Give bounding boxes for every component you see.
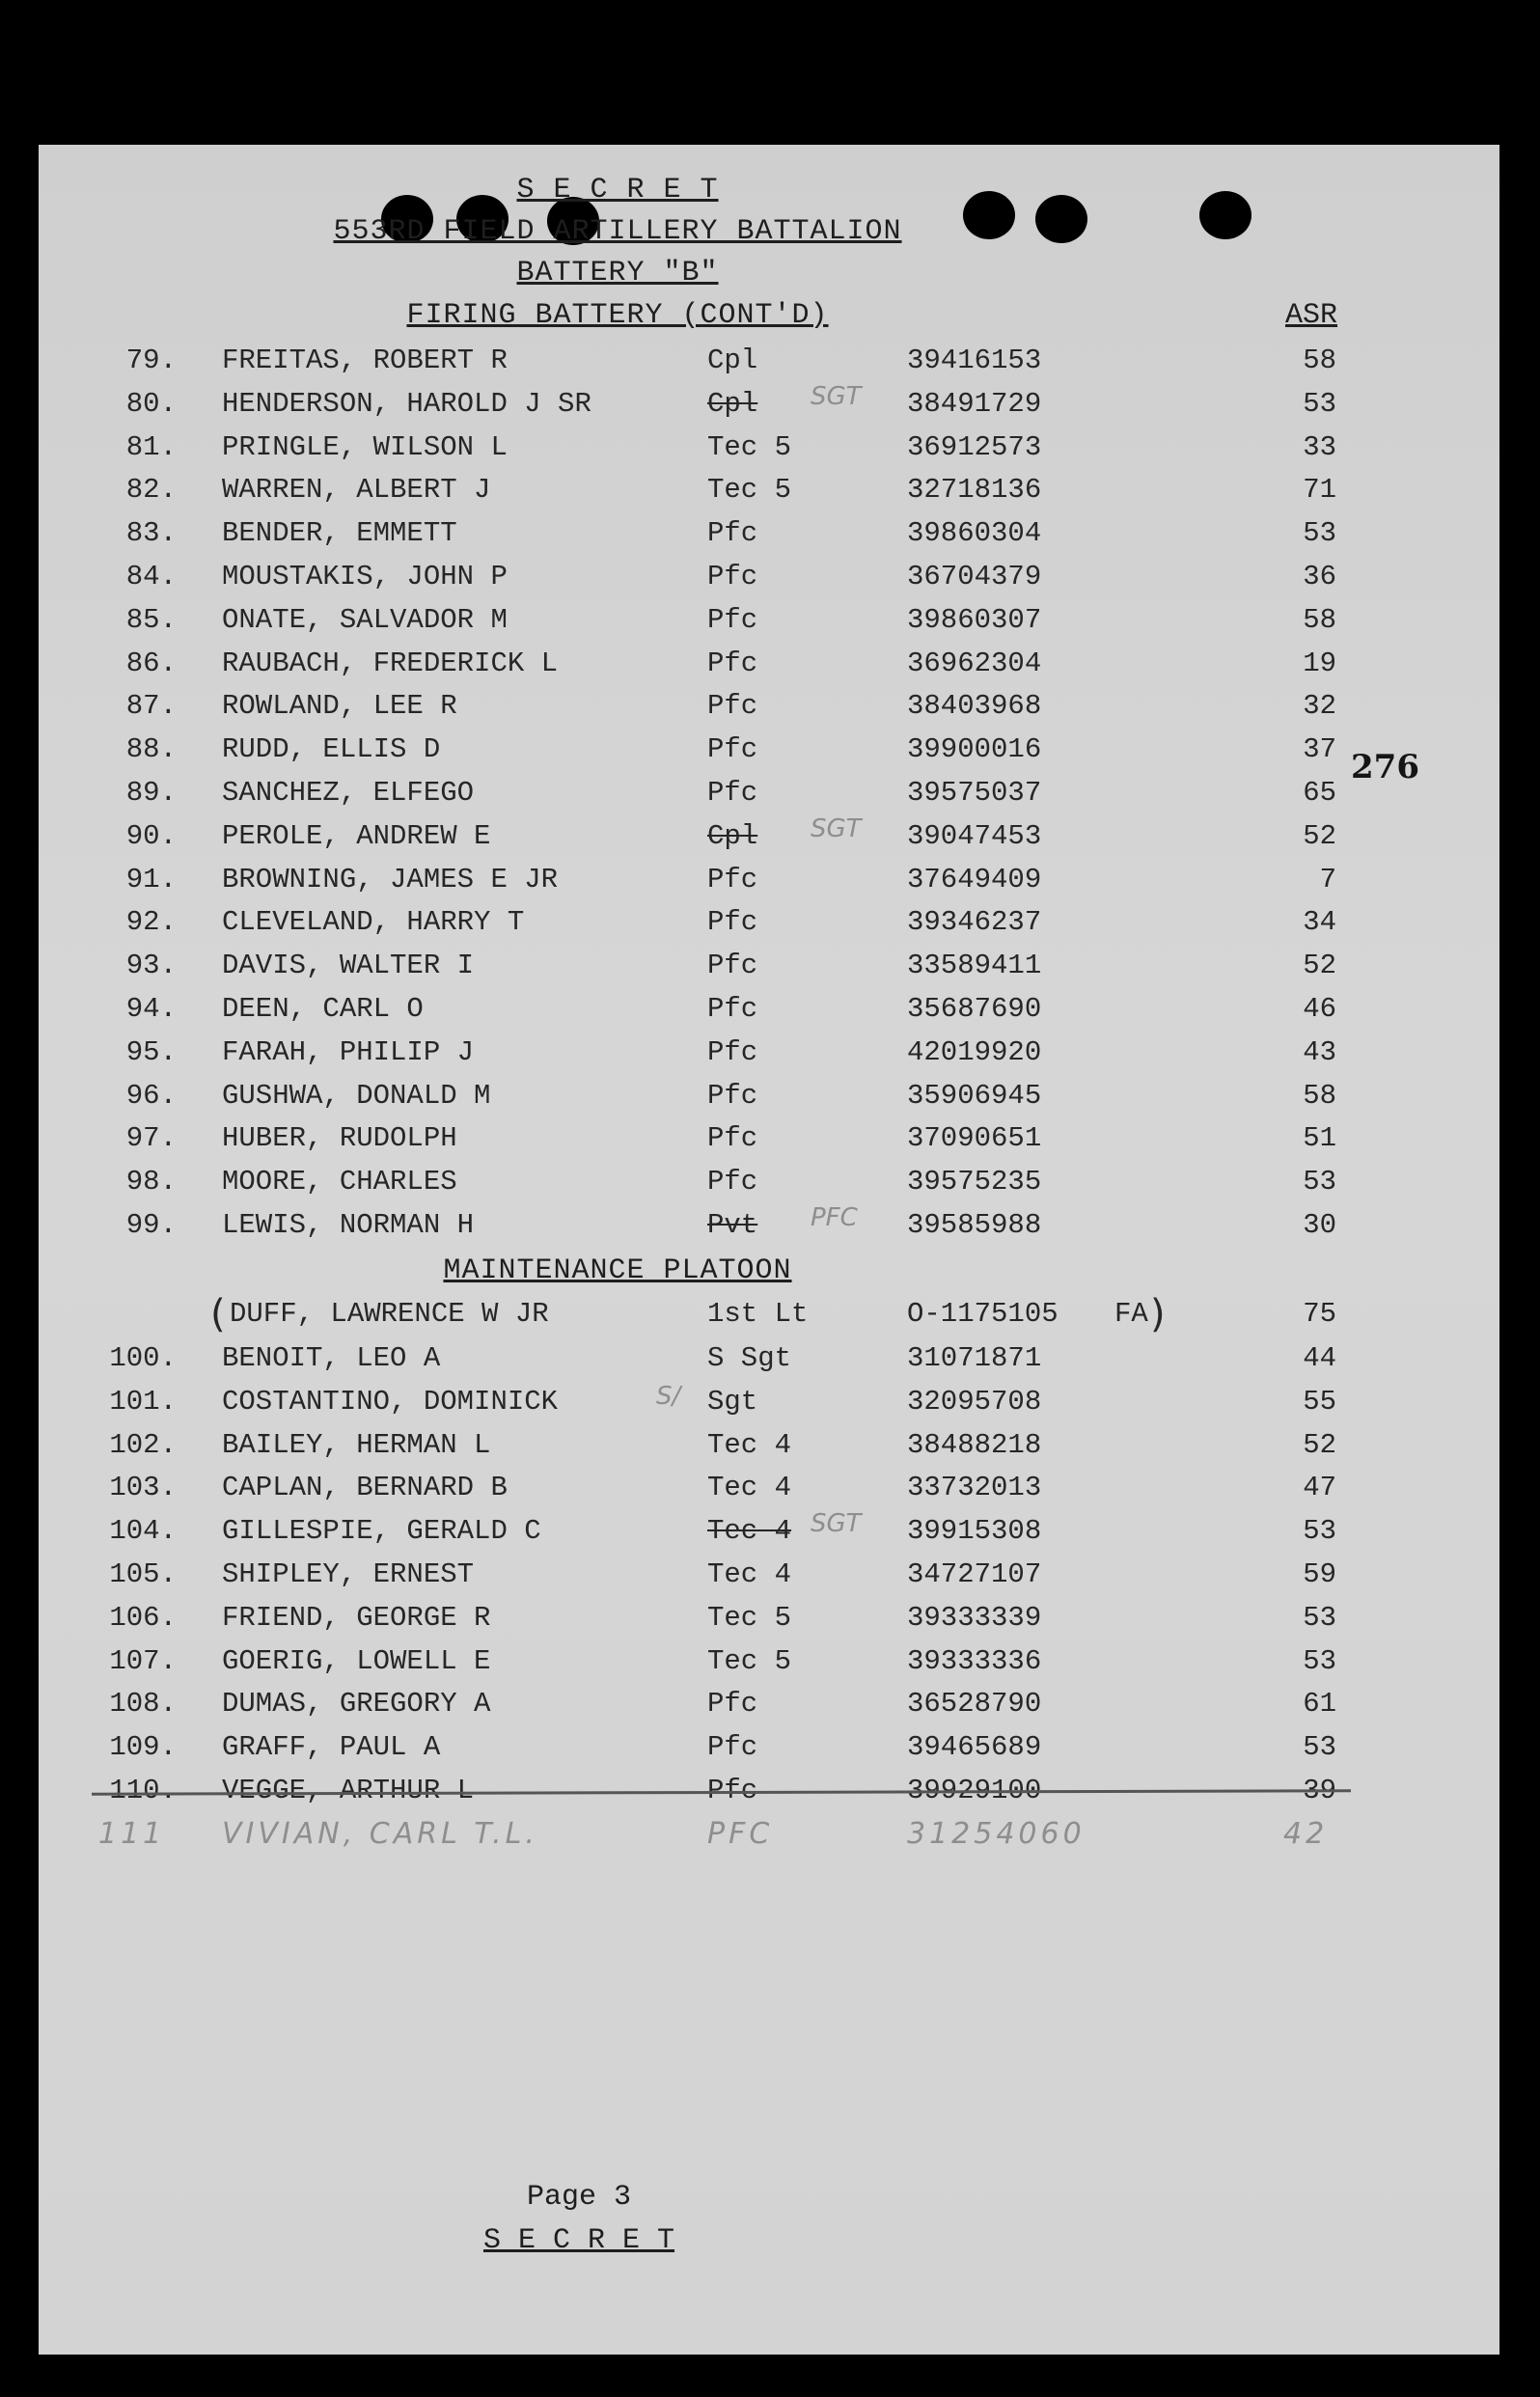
soldier-name: BENOIT, LEO A bbox=[222, 1342, 441, 1374]
serial-number: 39860307 bbox=[907, 603, 1042, 636]
handwritten-serial: 31254060 bbox=[907, 1817, 1086, 1851]
asr-score: 7 bbox=[1319, 863, 1336, 895]
row-number: 81. bbox=[125, 430, 177, 463]
row-number: 79. bbox=[125, 344, 177, 376]
serial-number: 38491729 bbox=[907, 387, 1042, 420]
roster-row bbox=[39, 344, 1499, 387]
asr-score: 55 bbox=[1303, 1385, 1336, 1418]
serial-number: 36704379 bbox=[907, 561, 1042, 592]
rank: Pfc bbox=[707, 1775, 758, 1806]
punch-hole bbox=[1199, 191, 1251, 239]
soldier-name: SANCHEZ, ELFEGO bbox=[222, 777, 475, 809]
serial-number: 39346237 bbox=[907, 906, 1042, 939]
row-number: 83. bbox=[125, 517, 177, 550]
asr-score: 53 bbox=[1303, 1515, 1336, 1548]
officer-branch: FA bbox=[1114, 1298, 1148, 1330]
officer-asr: 75 bbox=[1303, 1298, 1336, 1330]
roster-row bbox=[39, 1036, 1499, 1079]
asr-score: 52 bbox=[1303, 950, 1336, 982]
rank: Tec 5 bbox=[707, 1601, 792, 1634]
rank: Pfc bbox=[707, 603, 758, 636]
soldier-name: RAUBACH, FREDERICK L bbox=[222, 647, 559, 679]
roster-row bbox=[39, 431, 1499, 474]
classification-footer: S E C R E T bbox=[482, 2224, 675, 2257]
roster-row bbox=[39, 1472, 1499, 1514]
handwritten-name: VIVIAN, CARL T.L. bbox=[222, 1817, 538, 1851]
roster-row bbox=[39, 1166, 1499, 1208]
soldier-name: CLEVELAND, HARRY T bbox=[222, 906, 525, 939]
asr-score: 53 bbox=[1303, 1731, 1336, 1764]
rank: Pfc bbox=[707, 906, 758, 939]
asr-score: 58 bbox=[1303, 603, 1336, 636]
handwritten-rank-correction: PFC bbox=[811, 1203, 858, 1232]
soldier-name: LEWIS, NORMAN H bbox=[222, 1209, 475, 1241]
serial-number: 39929100 bbox=[907, 1775, 1042, 1806]
row-number: 104. bbox=[109, 1515, 177, 1548]
asr-score: 58 bbox=[1303, 344, 1336, 376]
row-number: 110. bbox=[109, 1775, 177, 1806]
asr-score: 44 bbox=[1303, 1342, 1336, 1374]
handwritten-rank-correction: SGT bbox=[811, 1509, 862, 1539]
asr-column-header: ASR bbox=[1285, 299, 1338, 332]
roster-row bbox=[39, 1645, 1499, 1688]
rank: Cpl bbox=[707, 344, 758, 376]
soldier-name: VEGGE, ARTHUR L bbox=[222, 1775, 475, 1806]
row-number: 94. bbox=[125, 993, 177, 1025]
row-number: 82. bbox=[125, 474, 177, 507]
rank: Pfc bbox=[707, 733, 758, 766]
rank: Sgt bbox=[707, 1385, 758, 1418]
rank: Tec 5 bbox=[707, 474, 792, 507]
soldier-name: COSTANTINO, DOMINICK bbox=[222, 1385, 559, 1418]
rank: Cpl bbox=[707, 819, 758, 852]
rank: Pfc bbox=[707, 863, 758, 895]
row-number: 80. bbox=[125, 387, 177, 420]
battery-title: BATTERY "B" bbox=[516, 257, 719, 289]
serial-number: 32718136 bbox=[907, 474, 1042, 507]
serial-number: 33732013 bbox=[907, 1472, 1042, 1504]
roster-row bbox=[39, 1381, 1499, 1428]
serial-number: 39575037 bbox=[907, 777, 1042, 809]
serial-number: 39333339 bbox=[907, 1601, 1042, 1634]
rank: Pfc bbox=[707, 1079, 758, 1112]
rank: Pfc bbox=[707, 647, 758, 679]
roster-row bbox=[39, 647, 1499, 690]
soldier-name: GUSHWA, DONALD M bbox=[222, 1079, 491, 1112]
row-number: 109. bbox=[109, 1731, 177, 1764]
section-title-maintenance: MAINTENANCE PLATOON bbox=[443, 1254, 792, 1287]
rank: Pfc bbox=[707, 1166, 758, 1198]
row-number: 106. bbox=[109, 1601, 177, 1634]
asr-score: 53 bbox=[1303, 1644, 1336, 1677]
rank: Pfc bbox=[707, 690, 758, 723]
rank: Pfc bbox=[707, 993, 758, 1025]
soldier-name: ROWLAND, LEE R bbox=[222, 690, 457, 723]
rank: Tec 4 bbox=[707, 1515, 792, 1548]
roster-row bbox=[39, 906, 1499, 949]
roster-row bbox=[39, 517, 1499, 560]
roster-row bbox=[39, 1688, 1499, 1730]
page-stamp-number: 276 bbox=[1351, 748, 1419, 786]
asr-score: 52 bbox=[1303, 1428, 1336, 1461]
serial-number: 33589411 bbox=[907, 950, 1042, 982]
rank: Tec 4 bbox=[707, 1428, 792, 1461]
rank: Pfc bbox=[707, 561, 758, 592]
roster-row bbox=[39, 993, 1499, 1035]
section-title-firing: FIRING BATTERY (CONT'D) bbox=[406, 299, 829, 332]
officer-row: ( DUFF, LAWRENCE W JR 1st Lt O-1175105 FA ) 75 bbox=[210, 1292, 1336, 1336]
soldier-name: HENDERSON, HAROLD J SR bbox=[222, 387, 591, 420]
rank: S Sgt bbox=[707, 1342, 792, 1374]
serial-number: 38488218 bbox=[907, 1428, 1042, 1461]
roster-row bbox=[39, 950, 1499, 992]
soldier-name: PRINGLE, WILSON L bbox=[222, 430, 508, 463]
rank: Pfc bbox=[707, 1688, 758, 1721]
soldier-name: SHIPLEY, ERNEST bbox=[222, 1558, 475, 1590]
serial-number: 35906945 bbox=[907, 1079, 1042, 1112]
serial-number: 42019920 bbox=[907, 1035, 1042, 1068]
asr-score: 43 bbox=[1303, 1035, 1336, 1068]
row-number: 95. bbox=[125, 1035, 177, 1068]
soldier-name: WARREN, ALBERT J bbox=[222, 474, 491, 507]
serial-number: 38403968 bbox=[907, 690, 1042, 723]
row-number: 105. bbox=[109, 1558, 177, 1590]
soldier-name: GILLESPIE, GERALD C bbox=[222, 1515, 541, 1548]
classification-header: S E C R E T bbox=[516, 174, 719, 207]
row-number: 100. bbox=[109, 1342, 177, 1374]
rank: Pfc bbox=[707, 777, 758, 809]
roster-row bbox=[39, 1775, 1499, 1817]
asr-score: 46 bbox=[1303, 993, 1336, 1025]
serial-number: 39416153 bbox=[907, 344, 1042, 376]
rank: Cpl bbox=[707, 387, 758, 420]
serial-number: 36528790 bbox=[907, 1688, 1042, 1721]
rank: Pfc bbox=[707, 1035, 758, 1068]
asr-score: 19 bbox=[1303, 647, 1336, 679]
rank: Pfc bbox=[707, 1731, 758, 1764]
soldier-name: DAVIS, WALTER I bbox=[222, 950, 475, 982]
asr-score: 47 bbox=[1303, 1472, 1336, 1504]
roster-row bbox=[39, 1558, 1499, 1601]
serial-number: 39915308 bbox=[907, 1515, 1042, 1548]
roster-row bbox=[39, 561, 1499, 603]
row-number: 92. bbox=[125, 906, 177, 939]
row-number: 103. bbox=[109, 1472, 177, 1504]
asr-score: 53 bbox=[1303, 387, 1336, 420]
row-number: 89. bbox=[125, 777, 177, 809]
soldier-name: GOERIG, LOWELL E bbox=[222, 1644, 491, 1677]
roster-row bbox=[39, 813, 1499, 863]
row-number: 101. bbox=[109, 1385, 177, 1418]
soldier-name: FRIEND, GEORGE R bbox=[222, 1601, 491, 1634]
roster-row bbox=[39, 1602, 1499, 1644]
asr-score: 34 bbox=[1303, 906, 1336, 939]
row-number: 107. bbox=[109, 1644, 177, 1677]
serial-number: 39860304 bbox=[907, 517, 1042, 550]
asr-score: 53 bbox=[1303, 517, 1336, 550]
roster-row bbox=[39, 1731, 1499, 1774]
serial-number: 39333336 bbox=[907, 1644, 1042, 1677]
soldier-name: MOUSTAKIS, JOHN P bbox=[222, 561, 508, 592]
rank: Pfc bbox=[707, 950, 758, 982]
handwritten-asr: 42 bbox=[1283, 1817, 1329, 1851]
rank: Tec 5 bbox=[707, 1644, 792, 1677]
asr-score: 61 bbox=[1303, 1688, 1336, 1721]
row-number: 108. bbox=[109, 1688, 177, 1721]
roster-row bbox=[39, 864, 1499, 906]
serial-number: 37090651 bbox=[907, 1122, 1042, 1155]
rank: Pfc bbox=[707, 517, 758, 550]
soldier-name: CAPLAN, BERNARD B bbox=[222, 1472, 508, 1504]
soldier-name: GRAFF, PAUL A bbox=[222, 1731, 441, 1764]
battalion-title: 553RD FIELD ARTILLERY BATTALION bbox=[333, 215, 902, 248]
asr-score: 39 bbox=[1303, 1775, 1336, 1806]
soldier-name: FARAH, PHILIP J bbox=[222, 1035, 475, 1068]
serial-number: 34727107 bbox=[907, 1558, 1042, 1590]
asr-score: 71 bbox=[1303, 474, 1336, 507]
row-number: 90. bbox=[125, 819, 177, 852]
roster-row bbox=[39, 733, 1499, 776]
row-number: 88. bbox=[125, 733, 177, 766]
soldier-name: RUDD, ELLIS D bbox=[222, 733, 441, 766]
row-number: 84. bbox=[125, 561, 177, 592]
handwritten-rank-correction: S/ bbox=[656, 1381, 681, 1411]
row-number: 87. bbox=[125, 690, 177, 723]
serial-number: 37649409 bbox=[907, 863, 1042, 895]
soldier-name: DEEN, CARL O bbox=[222, 993, 424, 1025]
rank: Tec 4 bbox=[707, 1558, 792, 1590]
row-number: 98. bbox=[125, 1166, 177, 1198]
soldier-name: BROWNING, JAMES E JR bbox=[222, 863, 559, 895]
roster-row bbox=[39, 1080, 1499, 1122]
soldier-name: MOORE, CHARLES bbox=[222, 1166, 457, 1198]
soldier-name: BENDER, EMMETT bbox=[222, 517, 457, 550]
asr-score: 53 bbox=[1303, 1166, 1336, 1198]
roster-row bbox=[39, 474, 1499, 516]
roster-row bbox=[39, 604, 1499, 647]
soldier-name: BAILEY, HERMAN L bbox=[222, 1428, 491, 1461]
officer-rank: 1st Lt bbox=[707, 1298, 809, 1330]
serial-number: 39575235 bbox=[907, 1166, 1042, 1198]
handwritten-rank-correction: SGT bbox=[811, 381, 862, 411]
row-number: 96. bbox=[125, 1079, 177, 1112]
row-number: 91. bbox=[125, 863, 177, 895]
roster-row bbox=[39, 1203, 1499, 1252]
soldier-name: PEROLE, ANDREW E bbox=[222, 819, 491, 852]
roster-row bbox=[39, 1429, 1499, 1472]
roster-row bbox=[39, 777, 1499, 819]
asr-score: 53 bbox=[1303, 1601, 1336, 1634]
rank: Tec 4 bbox=[707, 1472, 792, 1504]
asr-score: 51 bbox=[1303, 1122, 1336, 1155]
serial-number: 39047453 bbox=[907, 819, 1042, 852]
asr-score: 59 bbox=[1303, 1558, 1336, 1590]
officer-serial: O-1175105 bbox=[907, 1298, 1059, 1330]
asr-score: 32 bbox=[1303, 690, 1336, 723]
asr-score: 33 bbox=[1303, 430, 1336, 463]
asr-score: 58 bbox=[1303, 1079, 1336, 1112]
rank: Tec 5 bbox=[707, 430, 792, 463]
soldier-name: HUBER, RUDOLPH bbox=[222, 1122, 457, 1155]
serial-number: 39585988 bbox=[907, 1209, 1042, 1241]
soldier-name: ONATE, SALVADOR M bbox=[222, 603, 508, 636]
roster-row bbox=[39, 381, 1499, 430]
serial-number: 36962304 bbox=[907, 647, 1042, 679]
row-number: 85. bbox=[125, 603, 177, 636]
asr-score: 30 bbox=[1303, 1209, 1336, 1241]
asr-score: 36 bbox=[1303, 561, 1336, 592]
row-number: 93. bbox=[125, 950, 177, 982]
asr-score: 52 bbox=[1303, 819, 1336, 852]
serial-number: 35687690 bbox=[907, 993, 1042, 1025]
row-number: 102. bbox=[109, 1428, 177, 1461]
row-number: 86. bbox=[125, 647, 177, 679]
serial-number: 32095708 bbox=[907, 1385, 1042, 1418]
serial-number: 39900016 bbox=[907, 733, 1042, 766]
document-page bbox=[39, 145, 1499, 2355]
handwritten-num: 111 bbox=[98, 1817, 166, 1851]
rank: Pvt bbox=[707, 1209, 758, 1241]
roster-row bbox=[39, 1342, 1499, 1385]
serial-number: 36912573 bbox=[907, 430, 1042, 463]
roster-row bbox=[39, 1509, 1499, 1557]
row-number: 97. bbox=[125, 1122, 177, 1155]
serial-number: 39465689 bbox=[907, 1731, 1042, 1764]
roster-row bbox=[39, 690, 1499, 732]
roster-row bbox=[39, 1122, 1499, 1165]
page-number: Page 3 bbox=[526, 2181, 632, 2214]
rank: Pfc bbox=[707, 1122, 758, 1155]
handwritten-rank: PFC bbox=[707, 1817, 774, 1851]
serial-number: 31071871 bbox=[907, 1342, 1042, 1374]
row-number: 99. bbox=[125, 1209, 177, 1241]
soldier-name: DUMAS, GREGORY A bbox=[222, 1688, 491, 1721]
asr-score: 65 bbox=[1303, 777, 1336, 809]
officer-name: DUFF, LAWRENCE W JR bbox=[230, 1298, 549, 1330]
asr-score: 37 bbox=[1303, 733, 1336, 766]
soldier-name: FREITAS, ROBERT R bbox=[222, 344, 508, 376]
handwritten-row bbox=[39, 1817, 1499, 1860]
handwritten-rank-correction: SGT bbox=[811, 813, 862, 843]
